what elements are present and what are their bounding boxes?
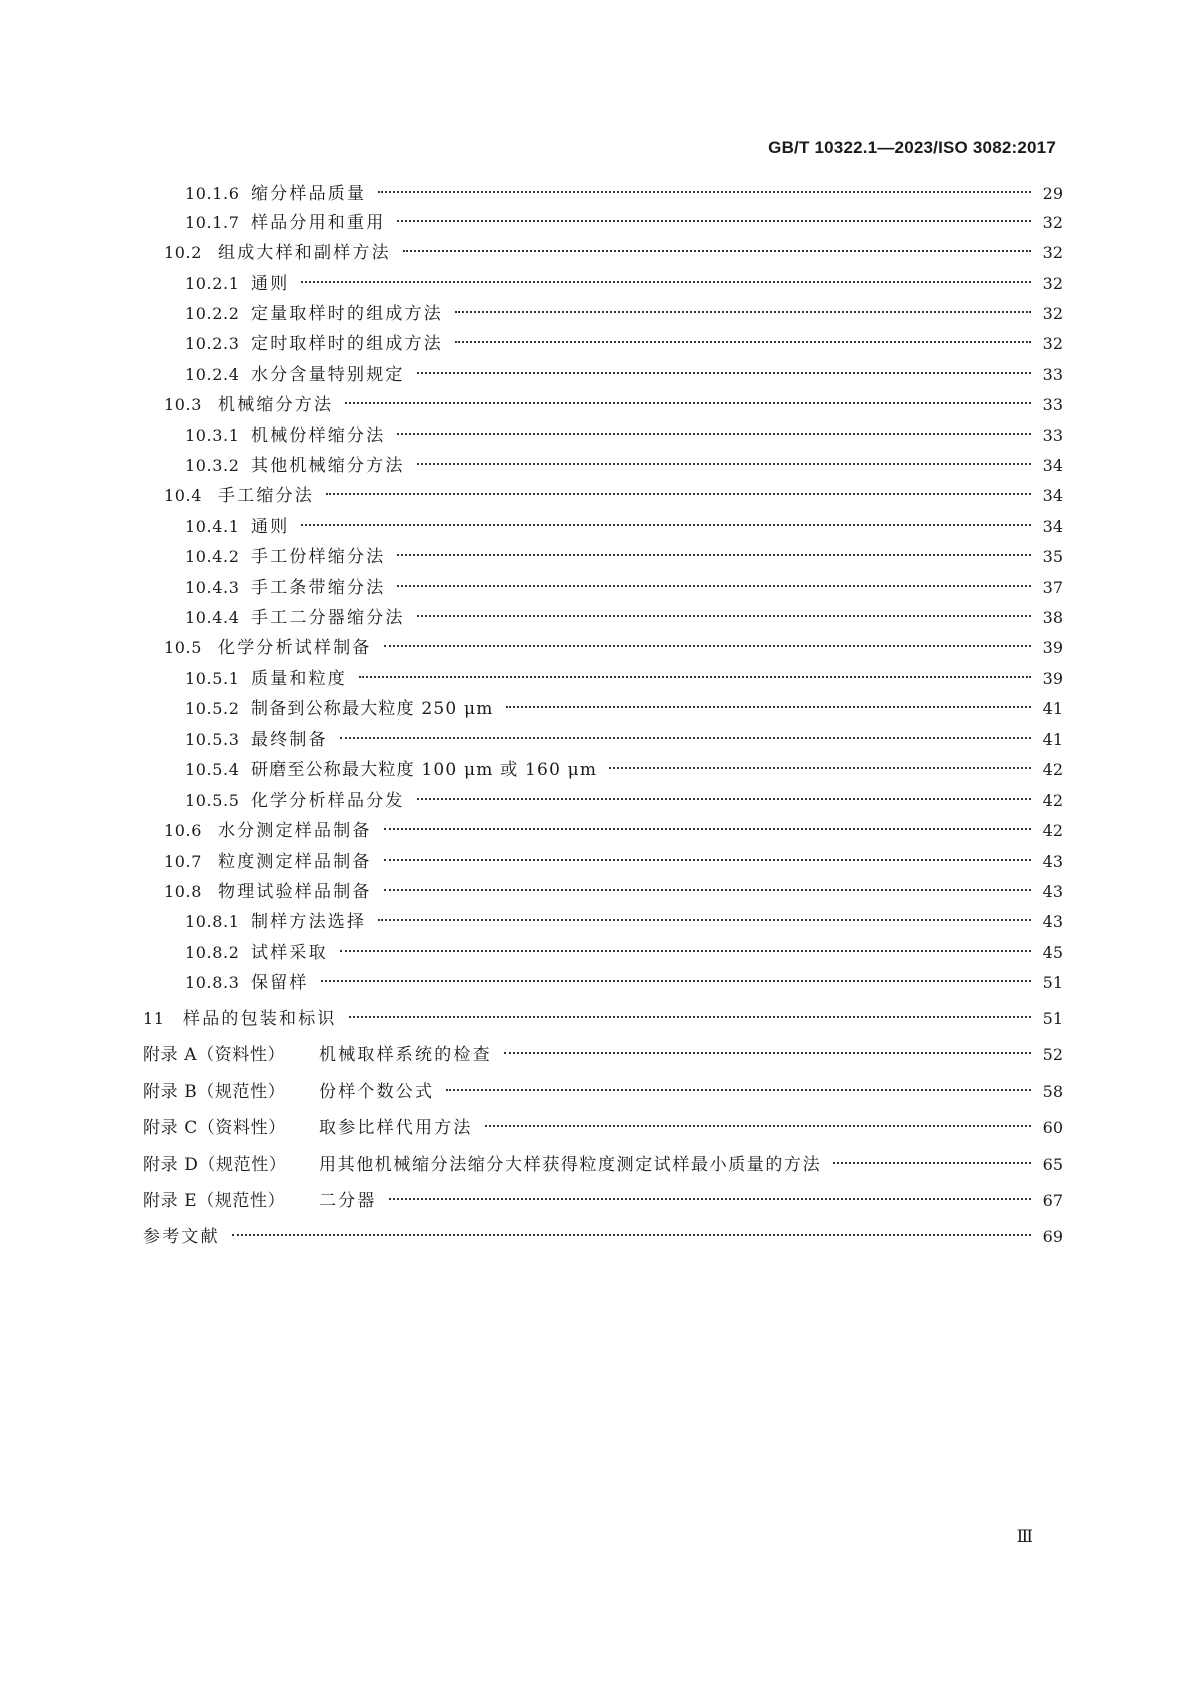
toc-leader: [389, 1198, 1031, 1200]
toc-entry[interactable]: [185, 908, 1063, 936]
toc-leader: [417, 615, 1031, 617]
toc-entry-title: 化学分析样品分发: [251, 791, 405, 811]
toc-entry-page: 42: [1042, 821, 1063, 840]
toc-entry-number: 10.3: [164, 395, 203, 414]
toc-entry-title: 通则: [251, 274, 290, 294]
toc-entry-title: 质量和粒度: [251, 669, 347, 689]
toc-entry[interactable]: [164, 848, 1063, 876]
toc-entry-page: 37: [1042, 578, 1063, 597]
toc-entry-number: 10.2.4: [185, 365, 240, 384]
toc-leader: [301, 524, 1031, 526]
toc-entry-title: 水分测定样品制备: [218, 821, 372, 841]
toc-leader: [446, 1089, 1031, 1091]
toc-entry-title: 机械取样系统的检查: [319, 1045, 492, 1065]
toc-entry[interactable]: [185, 270, 1063, 298]
toc-entry[interactable]: [185, 756, 1063, 784]
toc-entry-number: 10.5.3: [185, 730, 240, 749]
toc-entry-number: 10.8.1: [185, 912, 240, 931]
toc-entry-title: 研磨至公称最大粒度 100 μm 或 160 μm: [251, 760, 598, 780]
toc-entry-number: 附录 B（规范性）: [143, 1082, 286, 1102]
toc-entry-title: 用其他机械缩分法缩分大样获得粒度测定试样最小质量的方法: [319, 1155, 822, 1175]
toc-entry-number: 10.4: [164, 486, 203, 505]
toc-entry-number: 10.8: [164, 882, 203, 901]
toc-entry-page: 43: [1042, 882, 1063, 901]
toc-leader: [378, 919, 1031, 921]
page-number: Ⅲ: [1016, 1527, 1033, 1547]
toc-entry-title: 机械缩分方法: [218, 395, 334, 415]
toc-leader: [384, 645, 1031, 647]
toc-entry-title: 样品分用和重用: [251, 213, 386, 233]
toc-entry-number: 10.5.5: [185, 791, 240, 810]
toc-entry-page: 67: [1042, 1191, 1063, 1210]
toc-entry[interactable]: [185, 939, 1063, 967]
toc-entry-page: 35: [1042, 547, 1063, 566]
toc-entry[interactable]: [164, 817, 1063, 845]
toc-leader: [326, 493, 1031, 495]
standard-header: GB/T 10322.1—2023/ISO 3082:2017: [768, 138, 1056, 157]
toc-entry-title: 其他机械缩分方法: [251, 456, 405, 476]
toc-entry-page: 60: [1042, 1118, 1063, 1137]
toc-entry-number: 10.4.2: [185, 547, 240, 566]
toc-entry-title: 通则: [251, 517, 290, 537]
toc-entry-number: 附录 D（规范性）: [143, 1155, 287, 1175]
toc-entry-page: 39: [1042, 669, 1063, 688]
toc-entry-number: 10.8.2: [185, 943, 240, 962]
toc-entry-page: 51: [1042, 973, 1063, 992]
toc-leader: [397, 554, 1031, 556]
toc-entry-page: 32: [1042, 213, 1063, 232]
toc-leader: [417, 798, 1031, 800]
toc-entry-page: 34: [1042, 517, 1063, 536]
toc-entry-number: 10.2.3: [185, 334, 240, 353]
toc-leader: [232, 1234, 1031, 1236]
toc-entry-title: 定时取样时的组成方法: [251, 334, 443, 354]
toc-entry-title: 最终制备: [251, 730, 328, 750]
toc-leader: [455, 311, 1031, 313]
toc-leader: [504, 1052, 1031, 1054]
toc-entry[interactable]: [164, 239, 1063, 267]
toc-entry-title: 份样个数公式: [319, 1082, 435, 1102]
toc-entry-title: 制备到公称最大粒度 250 μm: [251, 699, 494, 719]
toc-entry[interactable]: [185, 330, 1063, 358]
toc-entry-number: 11: [143, 1009, 165, 1028]
toc-entry-page: 38: [1042, 608, 1063, 627]
toc-entry-page: 45: [1042, 943, 1063, 962]
toc-entry-page: 65: [1042, 1155, 1063, 1174]
toc-entry-page: 52: [1042, 1045, 1063, 1064]
toc-entry-number: 10.3.2: [185, 456, 240, 475]
toc-entry-number: 10.2.2: [185, 304, 240, 323]
toc-entry[interactable]: [143, 1041, 1063, 1069]
toc-entry-page: 58: [1042, 1082, 1063, 1101]
toc-entry[interactable]: [185, 361, 1063, 389]
toc-entry-number: 附录 E（规范性）: [143, 1191, 286, 1211]
toc-entry-page: 34: [1042, 456, 1063, 475]
toc-entry-title: 二分器: [319, 1191, 377, 1211]
toc-entry-page: 32: [1042, 304, 1063, 323]
toc-entry-title: 试样采取: [251, 943, 328, 963]
toc-leader: [384, 828, 1031, 830]
toc-leader: [384, 889, 1031, 891]
toc-entry-title: 参考文献: [143, 1227, 220, 1247]
toc-entry-page: 41: [1042, 699, 1063, 718]
toc-entry-number: 10.1.6: [185, 184, 240, 203]
toc-entry[interactable]: [143, 1005, 1063, 1033]
toc-entry-page: 69: [1042, 1227, 1063, 1246]
toc-entry-title: 手工条带缩分法: [251, 578, 386, 598]
toc-leader: [833, 1162, 1031, 1164]
toc-entry-title: 缩分样品质量: [251, 184, 367, 204]
toc-leader: [397, 220, 1031, 222]
toc-entry-title: 组成大样和副样方法: [218, 243, 391, 263]
toc-entry[interactable]: [143, 1078, 1063, 1106]
toc-entry[interactable]: [185, 422, 1063, 450]
toc-entry-number: 10.6: [164, 821, 203, 840]
toc-entry[interactable]: [185, 695, 1063, 723]
toc-entry[interactable]: [164, 634, 1063, 662]
toc-entry-page: 43: [1042, 912, 1063, 931]
toc-entry-number: 10.5.2: [185, 699, 240, 718]
toc-entry-title: 取参比样代用方法: [319, 1118, 473, 1138]
toc-entry-number: 10.2: [164, 243, 203, 262]
toc-leader: [301, 281, 1031, 283]
toc-entry[interactable]: [185, 787, 1063, 815]
toc-leader: [340, 737, 1031, 739]
toc-entry-page: 33: [1042, 426, 1063, 445]
toc-leader: [455, 341, 1031, 343]
toc-leader: [417, 372, 1031, 374]
toc-entry[interactable]: [143, 1151, 1063, 1179]
toc-entry-number: 10.4.3: [185, 578, 240, 597]
toc-leader: [349, 1016, 1031, 1018]
toc-leader: [506, 706, 1031, 708]
toc-entry-page: 34: [1042, 486, 1063, 505]
toc-leader: [345, 402, 1031, 404]
toc-entry-page: 43: [1042, 852, 1063, 871]
toc-entry[interactable]: [164, 878, 1063, 906]
toc-entry-title: 物理试验样品制备: [218, 882, 372, 902]
toc-entry-page: 29: [1042, 184, 1063, 203]
toc-leader: [340, 950, 1031, 952]
toc-entry-page: 33: [1042, 365, 1063, 384]
toc-entry-number: 10.7: [164, 852, 203, 871]
toc-leader: [384, 859, 1031, 861]
toc-entry[interactable]: [185, 452, 1063, 480]
toc-leader: [378, 191, 1031, 193]
toc-entry-number: 10.4.1: [185, 517, 240, 536]
toc-entry-title: 机械份样缩分法: [251, 426, 386, 446]
toc-entry[interactable]: [185, 543, 1063, 571]
toc-leader: [403, 250, 1031, 252]
toc-entry[interactable]: [164, 482, 1063, 510]
toc-entry-page: 32: [1042, 334, 1063, 353]
toc-entry-number: 10.4.4: [185, 608, 240, 627]
toc-entry[interactable]: [185, 969, 1063, 997]
toc-entry-page: 42: [1042, 791, 1063, 810]
toc-entry[interactable]: [143, 1114, 1063, 1142]
toc-leader: [397, 433, 1031, 435]
toc-entry[interactable]: [185, 513, 1063, 541]
toc-entry[interactable]: [143, 1223, 1063, 1251]
toc-entry-page: 41: [1042, 730, 1063, 749]
toc-entry[interactable]: [185, 574, 1063, 602]
toc-entry-title: 粒度测定样品制备: [218, 852, 372, 872]
toc-entry-number: 10.2.1: [185, 274, 240, 293]
toc-entry-number: 10.3.1: [185, 426, 240, 445]
toc-entry[interactable]: [185, 665, 1063, 693]
toc-leader: [397, 585, 1031, 587]
toc-leader: [359, 676, 1031, 678]
toc-entry-page: 33: [1042, 395, 1063, 414]
toc-entry[interactable]: [185, 300, 1063, 328]
toc-entry-number: 10.5.1: [185, 669, 240, 688]
toc-entry-number: 10.5.4: [185, 760, 240, 779]
toc-entry-title: 保留样: [251, 973, 309, 993]
toc-entry[interactable]: [164, 391, 1063, 419]
toc-entry-number: 附录 C（资料性）: [143, 1118, 286, 1138]
toc-entry[interactable]: [185, 726, 1063, 754]
toc-leader: [485, 1125, 1031, 1127]
toc-entry[interactable]: [185, 209, 1063, 237]
toc-entry-title: 手工份样缩分法: [251, 547, 386, 567]
toc-entry-page: 42: [1042, 760, 1063, 779]
toc-entry-number: 10.1.7: [185, 213, 240, 232]
toc-entry[interactable]: [185, 180, 1063, 208]
toc-entry-title: 定量取样时的组成方法: [251, 304, 443, 324]
toc-entry-page: 39: [1042, 638, 1063, 657]
toc-entry-number: 10.5: [164, 638, 203, 657]
toc-leader: [609, 767, 1031, 769]
toc-entry[interactable]: [143, 1187, 1063, 1215]
toc-entry-title: 手工缩分法: [218, 486, 314, 506]
toc-entry-number: 附录 A（资料性）: [143, 1045, 286, 1065]
toc-leader: [417, 463, 1031, 465]
toc-entry-page: 51: [1042, 1009, 1063, 1028]
toc-leader: [321, 980, 1031, 982]
toc-entry[interactable]: [185, 604, 1063, 632]
toc-entry-title: 水分含量特别规定: [251, 365, 405, 385]
toc-entry-title: 手工二分器缩分法: [251, 608, 405, 628]
toc-entry-title: 样品的包装和标识: [183, 1009, 337, 1029]
toc-entry-title: 化学分析试样制备: [218, 638, 372, 658]
toc-entry-page: 32: [1042, 243, 1063, 262]
toc-entry-page: 32: [1042, 274, 1063, 293]
toc-entry-number: 10.8.3: [185, 973, 240, 992]
toc-entry-title: 制样方法选择: [251, 912, 367, 932]
